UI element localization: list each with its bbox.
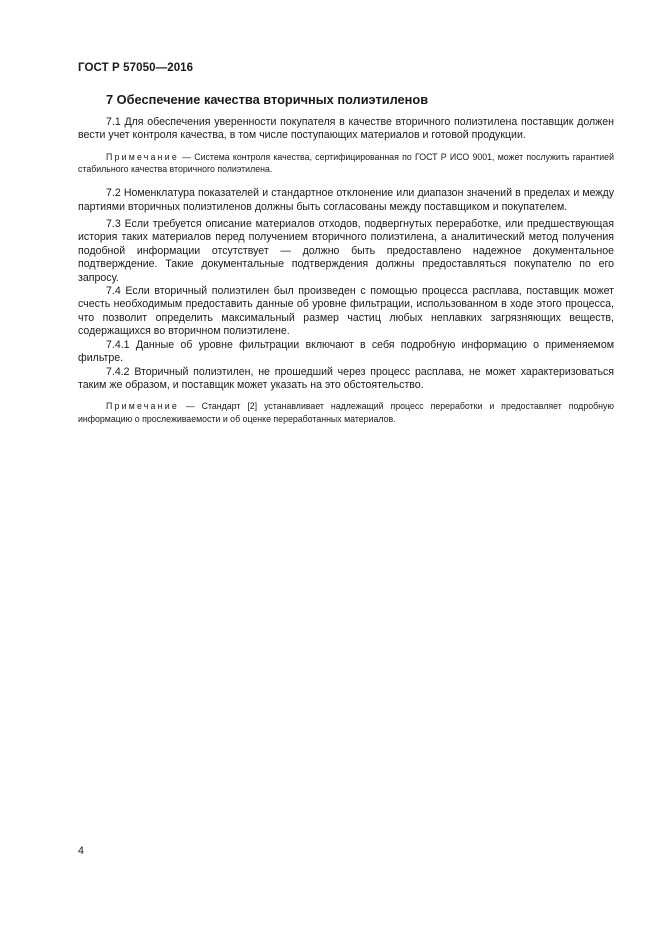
paragraph-7-2: 7.2 Номенклатура показателей и стандартное отклонение или диапазон значений в пределах и между партиями вторичных полиэтиленов должны быть согласованы между поставщиком и покупателем. (78, 187, 614, 213)
paragraph-7-4: 7.4 Если вторичный полиэтилен был произведен с помощью процесса расплава, поставщик может счесть необходимым предоставить данные об уровне фильтрации, использованном в ходе этого процесса, что позволит определить максимальный размер частиц любых неплавких загрязняющих веществ, содержащихся во вторичном полиэтилене. (78, 285, 614, 338)
standard-header: ГОСТ Р 57050—2016 (78, 62, 194, 74)
paragraph-7-1: 7.1 Для обеспечения уверенности покупателя в качестве вторичного полиэтилена поставщик должен вести учет контроля качества, в том числе поступающих материалов и готовой продукции. (78, 116, 614, 142)
paragraph-7-4-1: 7.4.1 Данные об уровне фильтрации включают в себя подробную информацию о применяемом фильтре. (78, 338, 614, 365)
page-number: 4 (78, 845, 84, 857)
paragraph-7-4-2: 7.4.2 Вторичный полиэтилен, не прошедший через процесс расплава, не может характеризоваться таким же образом, и поставщик может указать на это обстоятельство. (78, 365, 614, 391)
section-title: 7 Обеспечение качества вторичных полиэтиленов (106, 92, 429, 107)
note-1-text: — Система контроля качества, сертифицированная по ГОСТ Р ИСО 9001, может послужить гарантией стабильного качества вторичного полиэтилена. (78, 151, 614, 175)
note-1 (78, 151, 614, 175)
paragraph-7-3: 7.3 Если требуется описание материалов отходов, подвергнутых переработке, или предшествующая история таких материалов перед получением вторичного полиэтилена, а аналитический метод получения подобной информации отсутствует — должно быть предоставлено надежное документальное подтверждение. Такие документальные подтверждения должны предоставляться покупателю по его запросу. (78, 218, 614, 284)
note-2-text: — Стандарт [2] устанавливает надлежащий процесс переработки и предоставляет подробную информацию о прослеживаемости и об оценке переработанных материалов. (78, 401, 614, 424)
note-2-label: Примечание (106, 401, 179, 412)
note-1-label: Примечание (106, 151, 179, 162)
note-2 (78, 400, 614, 424)
section-body (78, 116, 614, 425)
